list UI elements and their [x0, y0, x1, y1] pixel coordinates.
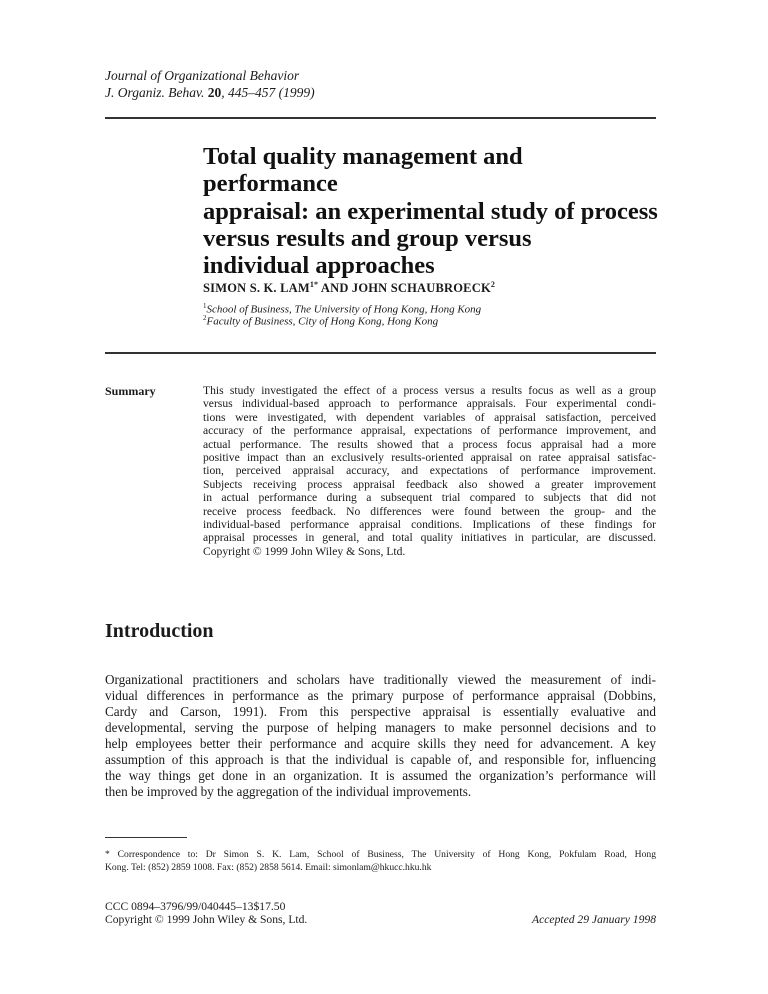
footnote-line: Kong. Tel: (852) 2859 1008. Fax: (852) 2858 5614. Email: simonlam@hkucc.hku.hk [105, 861, 432, 873]
abstract [203, 384, 656, 558]
journal-header [105, 67, 315, 101]
body-line: Organizational practitioners and scholars have traditionally viewed the measurement of indi- [105, 672, 656, 687]
top-rule [105, 117, 656, 119]
title-line: Total quality management and performance [203, 143, 523, 198]
affiliation: $^1$School of Business, The University of Hong Kong, Hong Kong [203, 302, 482, 316]
abstract-line: accuracy of the performance appraisal, expectations of performance improvement, and [203, 424, 656, 438]
abstract-line: receive process feedback. No differences were found between the group- and the [203, 504, 656, 518]
abstract-line: positive impact than an exclusively results-oriented appraisal on ratee appraisal satisfac- [203, 451, 656, 465]
body-line: Cardy and Carson, 1991). From this perspective appraisal is essentially evaluative and [105, 704, 656, 719]
footer-left [105, 900, 307, 927]
body-line: the way things get done in an organization. It is assumed the organization’s performance will [105, 768, 656, 783]
summary-label: Summary [105, 384, 156, 398]
paper-title [203, 143, 663, 279]
ccc-code: CCC 0894–3796/99/040445–13$17.50 [105, 900, 286, 913]
introduction-paragraph [105, 672, 656, 800]
journal-citation: J. Organiz. Behav. 20, 445–457 (1999) [105, 85, 315, 100]
title-line: versus results and group versus [203, 224, 532, 252]
abstract-line: appraisal processes in general, and total quality initiatives in particular, are discussed. [203, 531, 656, 545]
copyright: Copyright © 1999 John Wiley & Sons, Ltd. [105, 913, 308, 927]
body-line: help employees better their performance and acquire skills they need for advancement. A key [105, 736, 656, 751]
abstract-line: Subjects receiving process appraisal feedback also showed a greater improvement [203, 477, 656, 491]
author-name: SIMON S. K. LAM [203, 281, 310, 296]
section-heading: Introduction [105, 620, 214, 642]
title-line: individual approaches [203, 252, 435, 280]
abstract-line: Copyright © 1999 John Wiley & Sons, Ltd. [203, 544, 406, 558]
body-line: developmental, serving the purpose of helping managers to make personnel decisions and to [105, 720, 656, 735]
abstract-line: individual-based performance appraisal conditions. Implications of these findings for [203, 518, 656, 532]
abstract-line: actual performance. The results showed that a process focus appraisal had a more [203, 437, 656, 451]
affiliation: $^2$Faculty of Business, City of Hong Kong, Hong Kong [203, 314, 439, 328]
body-line: assumption of this approach is that the individual is capable of, and responsible for, influencing [105, 752, 656, 767]
body-line: vidual differences in performance as the primary purpose of performance appraisal (Dobbins, [105, 688, 656, 703]
body-line: then be improved by the aggregation of the individual improvements. [105, 784, 472, 799]
abstract-line: This study investigated the effect of a process versus a results focus as well as a group [203, 384, 656, 397]
author-name: JOHN SCHAUBROECK [351, 281, 491, 296]
footnote-rule [105, 837, 187, 838]
footnote-line: * Correspondence to: Dr Simon S. K. Lam, School of Business, The University of Hong Kong, Pokfulam Road, Hong [105, 849, 656, 860]
abstract-line: versus individual-based approach to performance appraisals. Four experimental condi- [203, 397, 656, 411]
journal-name: Journal of Organizational Behavior [105, 68, 300, 83]
title-line: appraisal: an experimental study of process [203, 197, 658, 225]
accepted-date: Accepted 29 January 1998 [532, 913, 656, 926]
abstract-line: in actual performance during a subsequent trial compared to subjects that did not [203, 491, 656, 505]
abstract-line: tion, perceived appraisal accuracy, and expectations of performance improvement. [203, 464, 656, 478]
author-list: SIMON S. K. $LAM^{1*}$ AND JOHN SCHAUBROECK$^2$ [203, 280, 496, 296]
section-rule [105, 352, 656, 354]
footnote [105, 849, 656, 875]
abstract-line: tions were investigated, with dependent variables of appraisal satisfaction, perceived [203, 410, 656, 424]
